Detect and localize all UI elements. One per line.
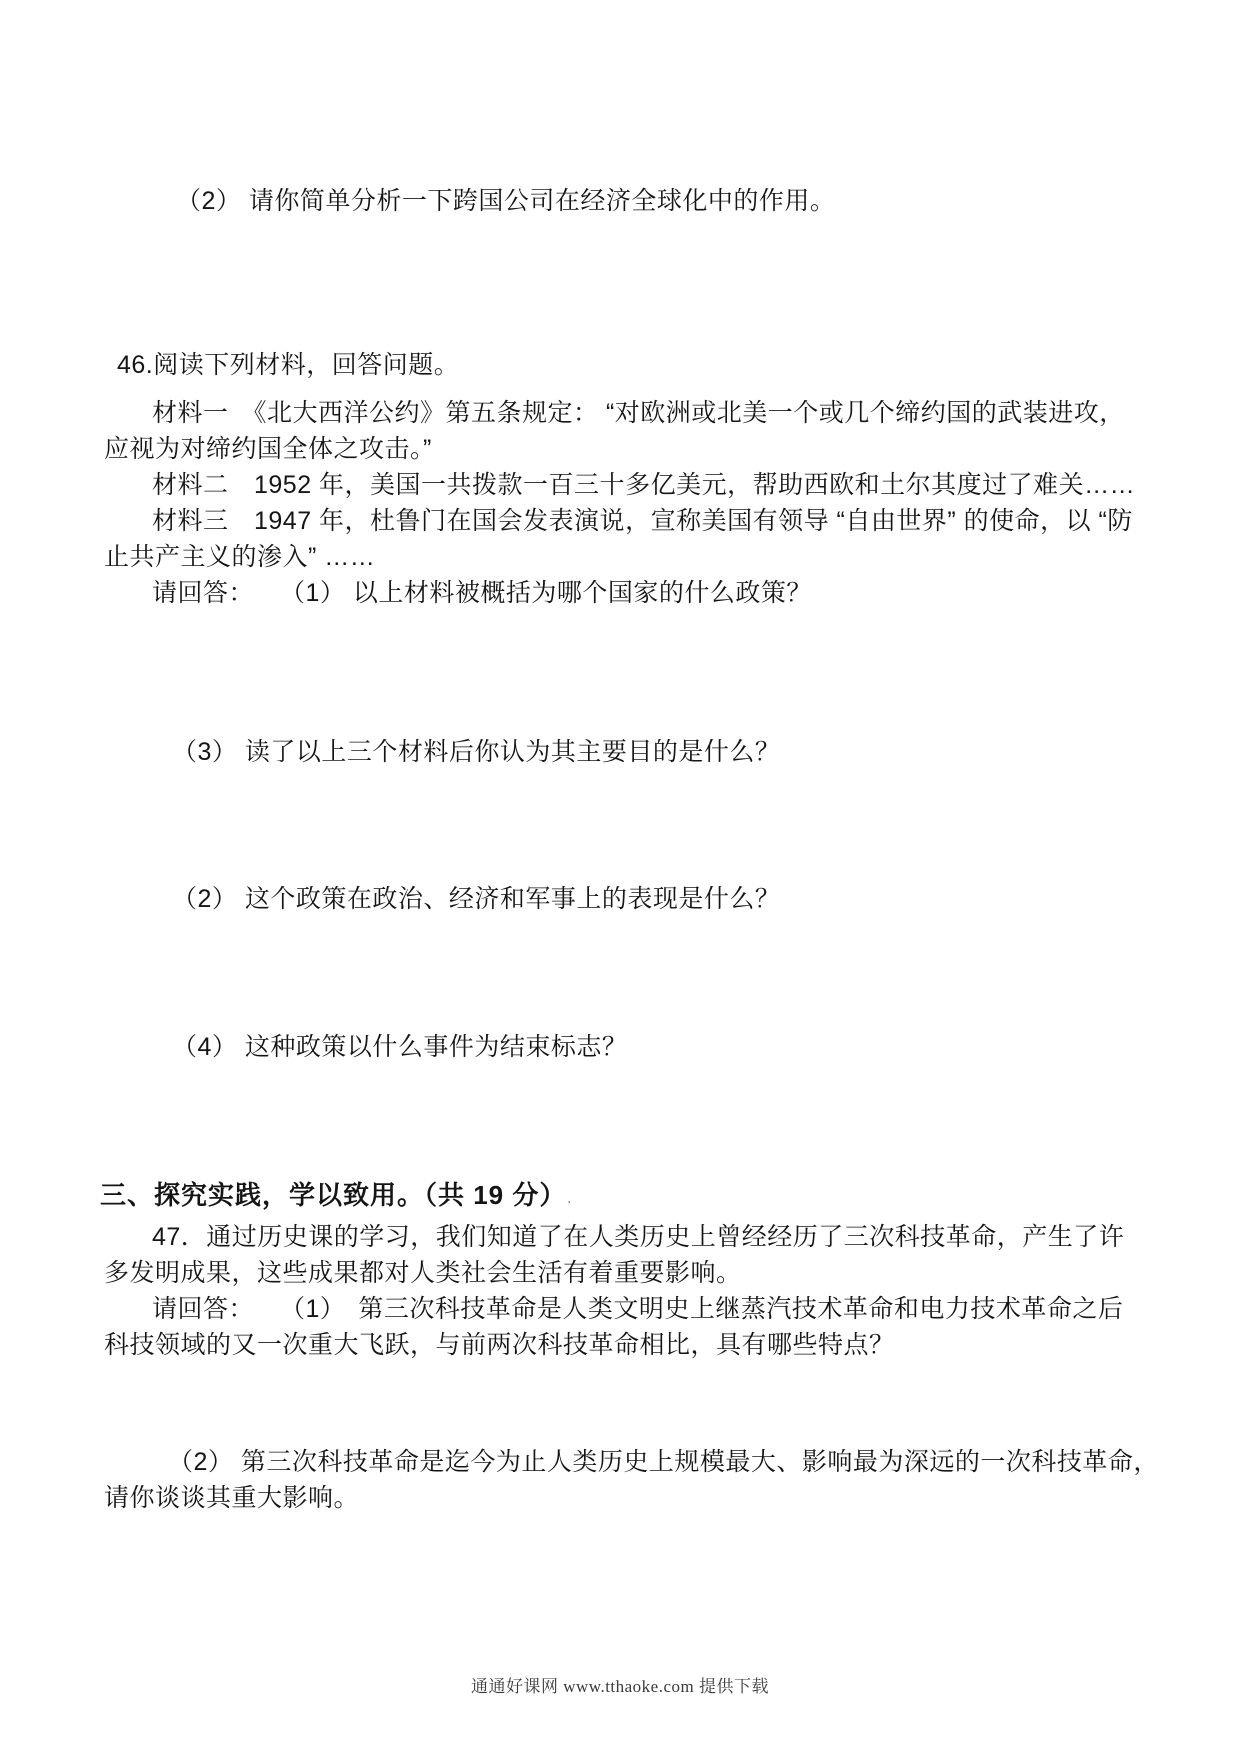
question-47-subquestion-2-line1: （2） 第三次科技革命是迄今为止人类历史上规模最大、影响最为深远的一次科技革命， <box>168 1448 1159 1476</box>
question-46-material1-line1: 材料一 《北大西洋公约》第五条规定： “对欧洲或北美一个或几个缔约国的武装进攻， <box>152 399 1125 427</box>
section-3-heading: 三、探究实践，学以致用。（共 19 分） <box>100 1180 567 1210</box>
question-46-material1-line2: 应视为对缔约国全体之攻击。” <box>104 435 432 463</box>
question-47-subquestion-2-line2: 请你谈谈其重大影响。 <box>104 1484 360 1512</box>
question-47-subquestion-1-line1: 请回答： （1） 第三次科技革命是人类文明史上继蒸汽技术革命和电力技术革命之后 <box>152 1295 1124 1323</box>
question-45-part2: （2） 请你简单分析一下跨国公司在经济全球化中的作用。 <box>176 187 836 215</box>
question-47-intro-line2: 多发明成果，这些成果都对人类社会生活有着重要影响。 <box>104 1259 742 1287</box>
page-footer-watermark: 通通好课网 www.tthaoke.com 提供下载 <box>470 1677 770 1696</box>
question-46-intro: 46.阅读下列材料，回答问题。 <box>117 351 460 379</box>
question-47-subquestion-1-line2: 科技领域的又一次重大飞跃，与前两次科技革命相比，具有哪些特点？ <box>104 1331 895 1359</box>
question-46-material3-line2: 止共产主义的渗入” …… <box>104 543 376 571</box>
question-46-material3-line1: 材料三 1947 年，杜鲁门在国会发表演说，宣称美国有领导 “自由世界” 的使命，以 “防 <box>152 507 1133 535</box>
question-47-intro-line1: 47．通过历史课的学习，我们知道了在人类历史上曾经经历了三次科技革命，产生了许 <box>152 1223 1125 1251</box>
question-46-subquestion-2: （2） 这个政策在政治、经济和军事上的表现是什么？ <box>172 885 781 913</box>
question-46-subquestion-3: （3） 读了以上三个材料后你认为其主要目的是什么？ <box>172 738 781 766</box>
question-46-subquestion-1: 请回答： （1） 以上材料被概括为哪个国家的什么政策？ <box>152 579 812 607</box>
question-46-subquestion-4: （4） 这种政策以什么事件为结束标志？ <box>172 1033 628 1061</box>
scan-artifact-dot: . <box>567 1190 572 1207</box>
question-46-material2: 材料二 1952 年，美国一共拨款一百三十多亿美元，帮助西欧和土尔其度过了难关…… <box>152 471 1136 499</box>
